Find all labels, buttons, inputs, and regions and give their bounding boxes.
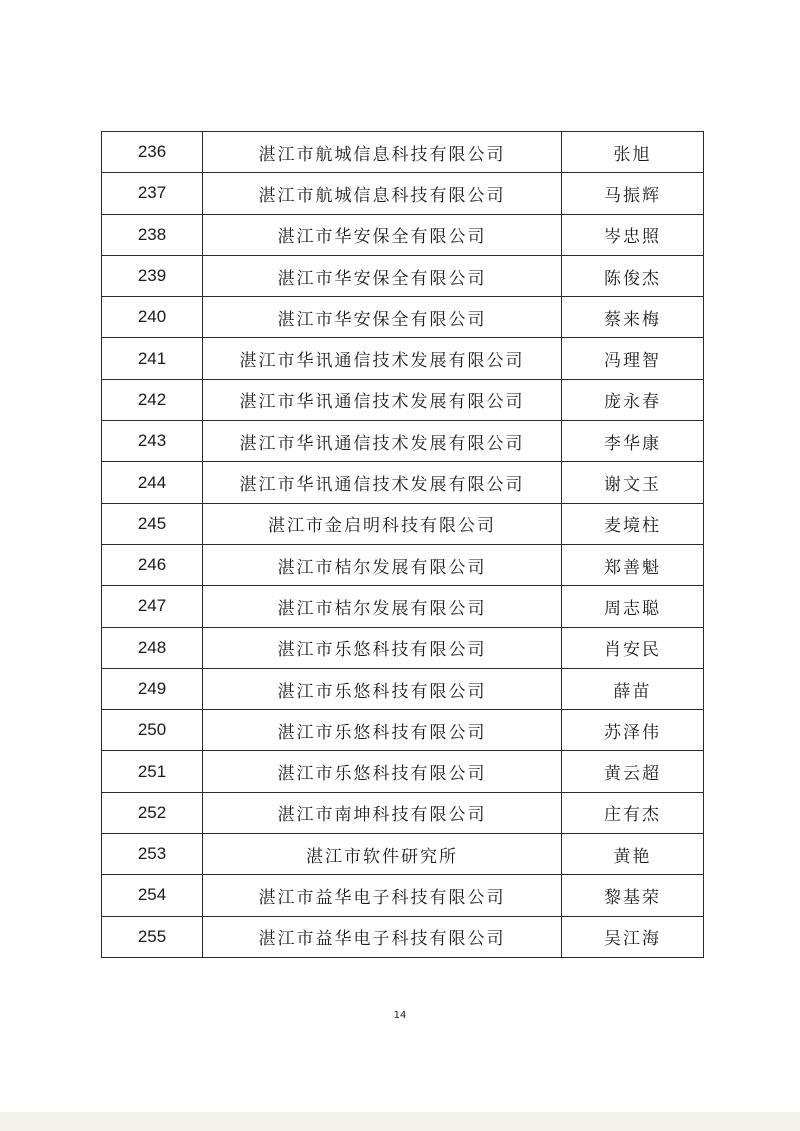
person-name-cell: 郑善魁 [562,544,704,585]
person-name-cell: 马振辉 [562,173,704,214]
table-row [102,751,704,792]
company-name-cell: 湛江市金启明科技有限公司 [203,503,562,544]
person-name-cell: 庞永春 [562,379,704,420]
row-number-cell: 237 [102,173,203,214]
company-name-cell: 湛江市乐悠科技有限公司 [203,627,562,668]
person-name-cell: 黄云超 [562,751,704,792]
company-name-cell: 湛江市航城信息科技有限公司 [203,173,562,214]
row-number-cell: 249 [102,668,203,709]
company-name-cell: 湛江市益华电子科技有限公司 [203,916,562,957]
person-name-cell: 谢文玉 [562,462,704,503]
table-row [102,627,704,668]
company-name-cell: 湛江市桔尔发展有限公司 [203,544,562,585]
person-name-cell: 麦境柱 [562,503,704,544]
row-number-cell: 240 [102,297,203,338]
row-number-cell: 238 [102,214,203,255]
company-name-cell: 湛江市益华电子科技有限公司 [203,875,562,916]
row-number-cell: 246 [102,544,203,585]
row-number-cell: 245 [102,503,203,544]
company-name-cell: 湛江市软件研究所 [203,834,562,875]
person-name-cell: 陈俊杰 [562,255,704,296]
person-name-cell: 周志聪 [562,586,704,627]
table-row [102,173,704,214]
row-number-cell: 239 [102,255,203,296]
table-row [102,668,704,709]
table-row [102,338,704,379]
roster-table-body [102,132,704,958]
row-number-cell: 251 [102,751,203,792]
table-row [102,132,704,173]
person-name-cell: 冯理智 [562,338,704,379]
person-name-cell: 庄有杰 [562,792,704,833]
table-row [102,297,704,338]
company-name-cell: 湛江市航城信息科技有限公司 [203,132,562,173]
scan-bottom-edge [0,1112,800,1131]
company-name-cell: 湛江市南坤科技有限公司 [203,792,562,833]
row-number-cell: 252 [102,792,203,833]
row-number-cell: 242 [102,379,203,420]
table-row [102,792,704,833]
row-number-cell: 236 [102,132,203,173]
row-number-cell: 254 [102,875,203,916]
roster-table [101,131,704,958]
company-name-cell: 湛江市华安保全有限公司 [203,214,562,255]
row-number-cell: 241 [102,338,203,379]
row-number-cell: 244 [102,462,203,503]
table-row [102,255,704,296]
person-name-cell: 李华康 [562,421,704,462]
table-row [102,544,704,585]
table-row [102,586,704,627]
table-row [102,710,704,751]
table-row [102,462,704,503]
page-number: 14 [393,1010,407,1021]
person-name-cell: 苏泽伟 [562,710,704,751]
company-name-cell: 湛江市华讯通信技术发展有限公司 [203,421,562,462]
table-row [102,875,704,916]
table-row [102,916,704,957]
person-name-cell: 张旭 [562,132,704,173]
company-name-cell: 湛江市桔尔发展有限公司 [203,586,562,627]
company-name-cell: 湛江市华讯通信技术发展有限公司 [203,379,562,420]
company-name-cell: 湛江市乐悠科技有限公司 [203,710,562,751]
table-row [102,421,704,462]
company-name-cell: 湛江市乐悠科技有限公司 [203,751,562,792]
person-name-cell: 黎基荣 [562,875,704,916]
person-name-cell: 蔡来梅 [562,297,704,338]
row-number-cell: 248 [102,627,203,668]
company-name-cell: 湛江市华讯通信技术发展有限公司 [203,462,562,503]
person-name-cell: 吴江海 [562,916,704,957]
table-row [102,379,704,420]
row-number-cell: 250 [102,710,203,751]
table-row [102,214,704,255]
company-name-cell: 湛江市华安保全有限公司 [203,255,562,296]
table-row [102,503,704,544]
row-number-cell: 243 [102,421,203,462]
company-name-cell: 湛江市华讯通信技术发展有限公司 [203,338,562,379]
company-name-cell: 湛江市华安保全有限公司 [203,297,562,338]
row-number-cell: 247 [102,586,203,627]
person-name-cell: 黄艳 [562,834,704,875]
company-name-cell: 湛江市乐悠科技有限公司 [203,668,562,709]
person-name-cell: 薛苗 [562,668,704,709]
row-number-cell: 253 [102,834,203,875]
person-name-cell: 肖安民 [562,627,704,668]
row-number-cell: 255 [102,916,203,957]
person-name-cell: 岑忠照 [562,214,704,255]
table-row [102,834,704,875]
